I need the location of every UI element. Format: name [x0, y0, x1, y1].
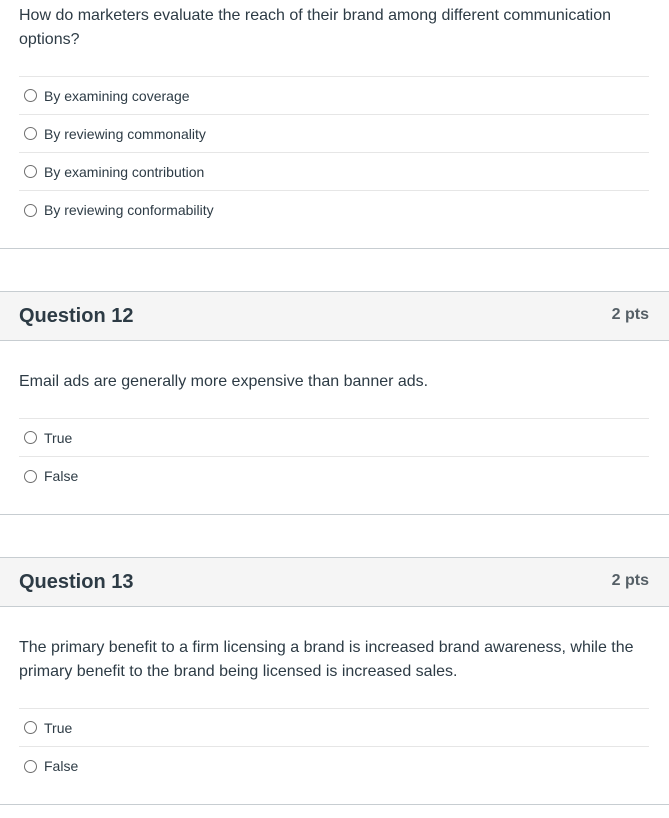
answer-label: False [44, 758, 79, 774]
radio-button[interactable] [24, 721, 37, 734]
radio-button[interactable] [24, 89, 37, 102]
question-title: Question 13 [19, 571, 134, 593]
question-divider [0, 514, 669, 515]
question-11-body [0, 4, 669, 229]
answer-option[interactable] [19, 115, 649, 153]
radio-button[interactable] [24, 431, 37, 444]
question-points: 2 pts [611, 306, 649, 323]
answer-option[interactable] [19, 419, 649, 457]
question-points: 2 pts [611, 572, 649, 589]
radio-button[interactable] [24, 470, 37, 483]
answer-option[interactable] [19, 191, 649, 229]
answer-option[interactable] [19, 153, 649, 191]
answer-option[interactable] [19, 747, 649, 785]
answer-label: By examining contribution [44, 163, 205, 180]
radio-button[interactable] [24, 760, 37, 773]
answer-option[interactable] [19, 709, 649, 747]
answer-label: True [44, 719, 73, 736]
question-12-text: Email ads are generally more expensive than banner ads. [19, 373, 429, 390]
question-13-header [0, 557, 669, 607]
answer-option[interactable] [19, 77, 649, 115]
question-11-answers [19, 76, 649, 229]
question-divider [0, 804, 669, 805]
question-13-text: The primary benefit to a firm licensing a brand is increased brand awareness, while the primary benefit to the brand being licensed is increased sales. [19, 639, 634, 680]
radio-button[interactable] [24, 165, 37, 178]
radio-button[interactable] [24, 127, 37, 140]
question-12-answers [19, 418, 649, 495]
radio-button[interactable] [24, 204, 37, 217]
question-divider [0, 248, 669, 249]
answer-label: By reviewing commonality [44, 125, 206, 142]
question-13-body [0, 636, 669, 785]
answer-option[interactable] [19, 457, 649, 495]
question-title: Question 12 [19, 305, 134, 327]
question-12-header [0, 291, 669, 341]
answer-label: By reviewing conformability [44, 202, 214, 218]
answer-label: True [44, 429, 73, 446]
question-13-answers [19, 708, 649, 785]
answer-label: False [44, 468, 79, 484]
question-11-text: How do marketers evaluate the reach of their brand among different communication options? [19, 7, 612, 48]
answer-label: By examining coverage [44, 87, 190, 104]
question-12-body [0, 370, 669, 495]
